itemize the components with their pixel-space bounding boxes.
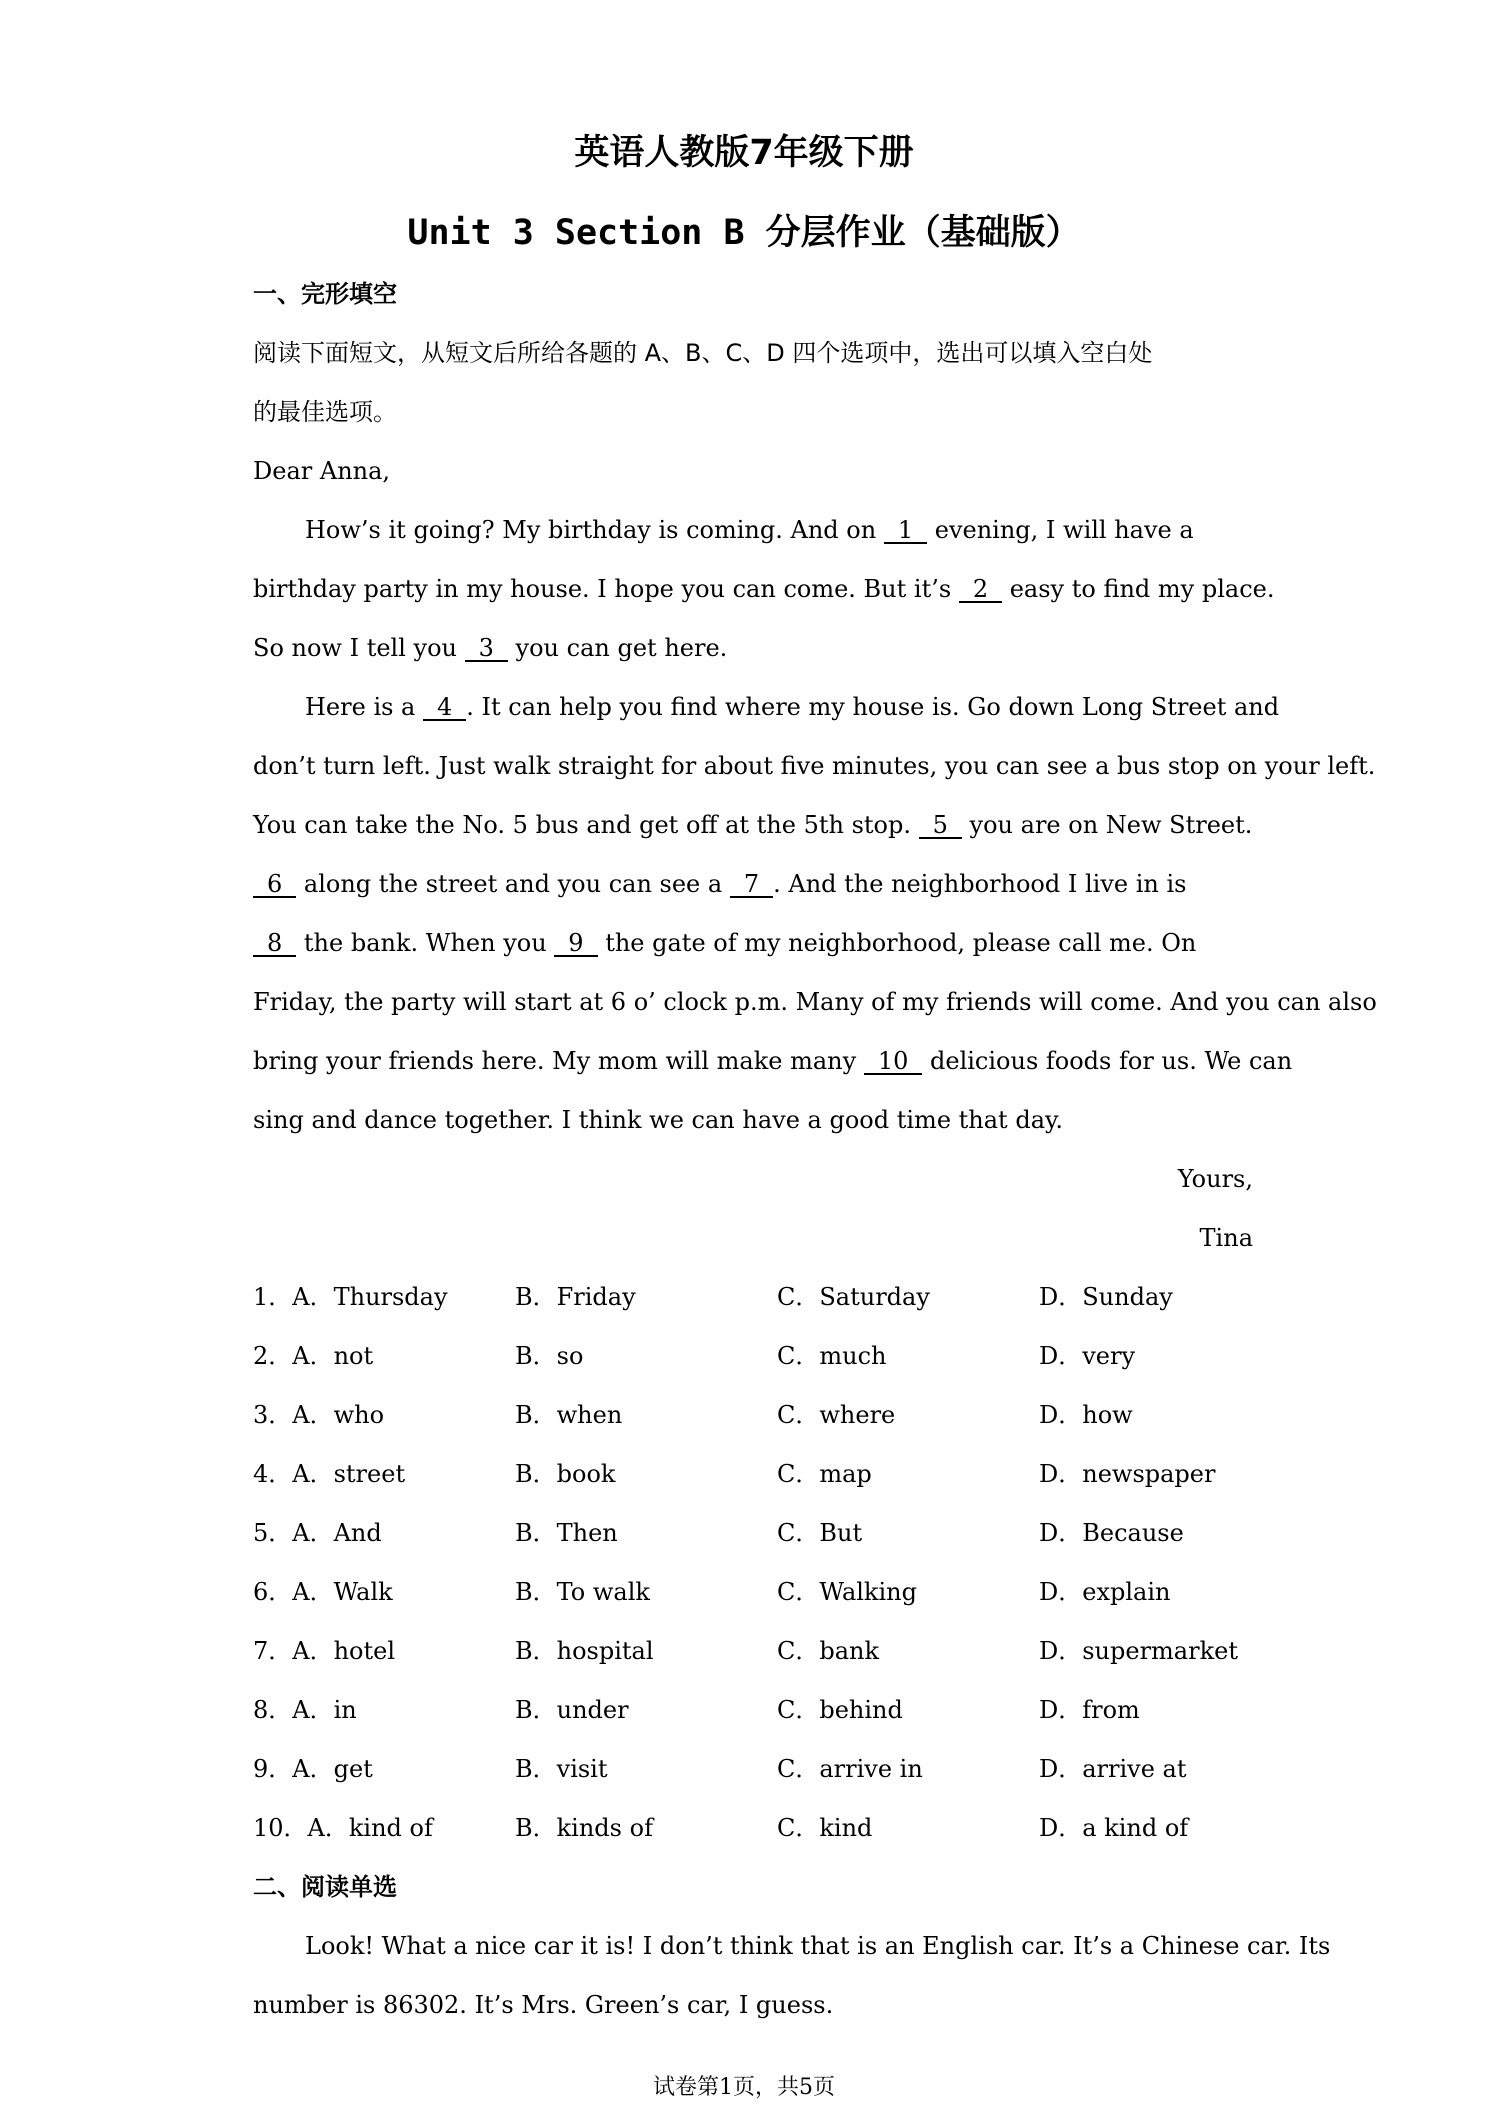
question-row: [253, 1327, 1253, 1386]
letter-line: [253, 1032, 1293, 1091]
question-row: [253, 1681, 1253, 1740]
text: evening, I will have a: [927, 516, 1194, 544]
option-b: B．Friday: [515, 1283, 636, 1311]
letter-signature: Tina: [1199, 1224, 1253, 1252]
document-subtitle: Unit 3 Section B 分层作业（基础版）: [407, 213, 1081, 253]
blank-10: 10: [864, 1049, 923, 1075]
text: birthday party in my house. I hope you can come. But it’s: [253, 575, 959, 603]
letter-closing: Yours,: [1177, 1165, 1253, 1193]
option-a: 5．A．And: [253, 1519, 382, 1547]
option-b: B．so: [515, 1342, 584, 1370]
option-b: B．kinds of: [515, 1814, 653, 1842]
option-c: C．kind: [777, 1814, 873, 1842]
letter-line: Friday, the party will start at 6 o’ clock p.m. Many of my friends will come. And you can also: [253, 988, 1377, 1016]
blank-3: 3: [465, 636, 508, 662]
option-d: D．very: [1039, 1342, 1136, 1370]
document-body: [253, 265, 1377, 2035]
text: . It can help you find where my house is. Go down Long Street and: [466, 693, 1280, 721]
option-a: 1．A．Thursday: [253, 1283, 448, 1311]
option-b: B．Then: [515, 1519, 618, 1547]
question-row: [253, 1740, 1253, 1799]
question-row: [253, 1622, 1253, 1681]
option-a: 6．A．Walk: [253, 1578, 393, 1606]
option-d: D．supermarket: [1039, 1637, 1238, 1665]
option-d: D．from: [1039, 1696, 1140, 1724]
option-d: D．explain: [1039, 1578, 1171, 1606]
letter-line: [253, 796, 1253, 855]
option-b: B．visit: [515, 1755, 608, 1783]
question-row: [253, 1799, 1253, 1858]
letter-line: [253, 855, 1253, 914]
letter-line: don’t turn left. Just walk straight for about five minutes, you can see a bus stop on your left.: [253, 752, 1376, 780]
text: Here is a: [305, 693, 423, 721]
blank-4: 4: [423, 695, 466, 721]
text: the gate of my neighborhood, please call me. On: [597, 929, 1197, 957]
reading-line: Look! What a nice car it is! I don’t think that is an English car. It’s a Chinese car. Its: [305, 1932, 1331, 1960]
blank-6: 6: [253, 872, 296, 898]
text: How’s it going? My birthday is coming. And on: [305, 516, 884, 544]
letter-line: [253, 914, 1253, 973]
text: You can take the No. 5 bus and get off at the 5th stop.: [253, 811, 919, 839]
page-footer: 试卷第1页，共5页: [653, 2075, 835, 2100]
option-c: C．bank: [777, 1637, 880, 1665]
blank-9: 9: [554, 931, 597, 957]
text: you are on New Street.: [961, 811, 1253, 839]
blank-1: 1: [884, 518, 927, 544]
text: . And the neighborhood I live in is: [773, 870, 1187, 898]
option-b: B．when: [515, 1401, 623, 1429]
question-row: [253, 1563, 1253, 1622]
letter-line: [253, 678, 1280, 737]
text: bring your friends here. My mom will make many: [253, 1047, 864, 1075]
question-row: [253, 1504, 1253, 1563]
section-heading-cloze: 一、完形填空: [253, 280, 397, 308]
text: easy to find my place.: [1002, 575, 1275, 603]
document-title: 英语人教版7年级下册: [574, 133, 914, 173]
question-row: [253, 1445, 1253, 1504]
option-c: C．behind: [777, 1696, 903, 1724]
question-row: [253, 1386, 1253, 1445]
blank-5: 5: [919, 813, 962, 839]
option-d: D．Because: [1039, 1519, 1184, 1547]
option-b: B．under: [515, 1696, 629, 1724]
option-b: B．book: [515, 1460, 616, 1488]
letter-line: [253, 501, 1253, 560]
question-row: [253, 1268, 1253, 1327]
option-d: D．a kind of: [1039, 1814, 1189, 1842]
option-c: C．map: [777, 1460, 872, 1488]
text: So now I tell you: [253, 634, 465, 662]
option-a: 10．A．kind of: [253, 1814, 433, 1842]
option-a: 3．A．who: [253, 1401, 385, 1429]
instruction-line-2: 的最佳选项。: [253, 398, 397, 426]
letter-line: [253, 560, 1275, 619]
option-a: 4．A．street: [253, 1460, 406, 1488]
letter-line: sing and dance together. I think we can have a good time that day.: [253, 1106, 1063, 1134]
option-a: 2．A．not: [253, 1342, 374, 1370]
text: the bank. When you: [296, 929, 555, 957]
option-d: D．Sunday: [1039, 1283, 1173, 1311]
option-a: 7．A．hotel: [253, 1637, 396, 1665]
letter-greeting: Dear Anna,: [253, 457, 391, 485]
option-c: C．Saturday: [777, 1283, 930, 1311]
option-c: C．much: [777, 1342, 887, 1370]
instruction-line-1: 阅读下面短文，从短文后所给各题的 A、B、C、D 四个选项中，选出可以填入空白处: [253, 339, 1153, 367]
option-a: 8．A．in: [253, 1696, 357, 1724]
option-d: D．how: [1039, 1401, 1133, 1429]
option-d: D．newspaper: [1039, 1460, 1216, 1488]
option-c: C．But: [777, 1519, 863, 1547]
option-c: C．arrive in: [777, 1755, 923, 1783]
letter-line: [253, 619, 1253, 678]
option-a: 9．A．get: [253, 1755, 373, 1783]
text: delicious foods for us. We can: [922, 1047, 1293, 1075]
option-c: C．where: [777, 1401, 896, 1429]
blank-7: 7: [730, 872, 773, 898]
text: along the street and you can see a: [296, 870, 730, 898]
section-heading-reading: 二、阅读单选: [253, 1873, 397, 1901]
text: you can get here.: [507, 634, 728, 662]
option-c: C．Walking: [777, 1578, 917, 1606]
blank-2: 2: [959, 577, 1002, 603]
option-d: D．arrive at: [1039, 1755, 1187, 1783]
reading-line: number is 86302. It’s Mrs. Green’s car, I guess.: [253, 1991, 834, 2019]
blank-8: 8: [253, 931, 296, 957]
option-b: B．To walk: [515, 1578, 650, 1606]
option-b: B．hospital: [515, 1637, 654, 1665]
